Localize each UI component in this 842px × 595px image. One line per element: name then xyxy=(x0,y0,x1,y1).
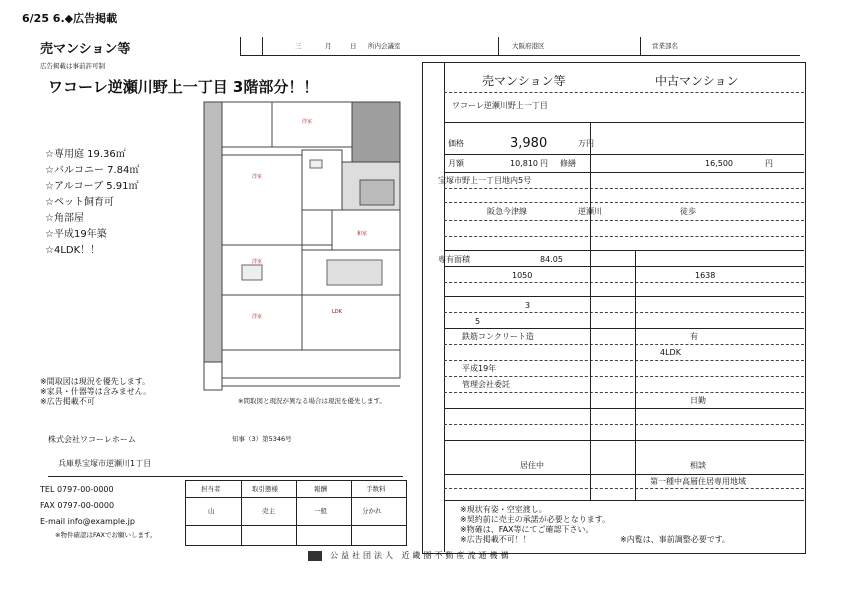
footer-license: 知事（3）第5346号 xyxy=(232,435,292,443)
feature-item: ☆ペット飼育可 xyxy=(45,197,114,208)
footer-phone: TEL 0797-00-0000 xyxy=(40,485,114,494)
table-header: 取引態様 xyxy=(252,485,278,493)
doc-type-heading: 売マンション等 xyxy=(40,42,131,57)
monthly-label: 月額 xyxy=(448,159,464,168)
feature-item: ☆バルコニー 7.84㎡ xyxy=(45,165,140,176)
property-name: ワコーレ逆瀬川野上一丁目 xyxy=(452,101,548,110)
note-item: ※契約前に売主の承諾が必要となります。 xyxy=(460,515,611,524)
feature-item: ☆4LDK！！ xyxy=(45,245,101,256)
note-item: ※現状有姿・空室渡し。 xyxy=(460,505,547,514)
room-label: 洋室 xyxy=(302,119,313,125)
floor-plan xyxy=(202,100,402,400)
repair-value: 16,500 xyxy=(705,159,733,168)
traffic-walk: 徒歩 xyxy=(680,207,696,216)
table-header: 報酬 xyxy=(314,485,327,493)
monthly-value: 10,810 xyxy=(510,159,538,168)
footer-company: 株式会社ワコーレホーム xyxy=(48,435,136,444)
right-header-left: 売マンション等 xyxy=(482,74,566,88)
notice-line: 広告掲載は事前許可制 xyxy=(40,62,105,70)
room-label: LDK xyxy=(332,309,342,315)
footer-table xyxy=(185,480,407,546)
note-item: ※物確は、FAX等にてご確認下さい。 xyxy=(460,525,594,534)
header-row xyxy=(240,37,800,56)
note-right: ※内覧は、事前調整必要です。 xyxy=(620,535,731,544)
floor-total: 5 xyxy=(475,317,481,326)
plan-note: ※広告掲載不可 xyxy=(40,397,95,406)
current-status: 居住中 xyxy=(520,461,544,470)
traffic-station: 逆瀬川 xyxy=(578,207,602,216)
org-logo-icon xyxy=(308,551,322,561)
room-label: 洋室 xyxy=(252,174,263,180)
madori: 4LDK xyxy=(660,348,681,357)
header-cell: 大阪府港区 xyxy=(512,42,545,50)
footer-email: E-mail info@example.jp xyxy=(40,517,135,526)
footer-address: 兵庫県宝塚市逆瀬川1丁目 xyxy=(58,459,152,468)
monthly-unit: 円 xyxy=(540,159,548,168)
listing-title: ワコーレ逆瀬川野上一丁目 3階部分！！ xyxy=(48,78,319,96)
header-cell: 日 xyxy=(350,42,357,50)
table-header: 担当者 xyxy=(201,485,221,493)
price-value: 3,980 xyxy=(510,136,548,151)
note-item: ※広告掲載不可！！ xyxy=(460,535,531,544)
room-label: 洋室 xyxy=(252,259,263,265)
floor-value: 3 xyxy=(525,301,531,310)
built-year: 平成19年 xyxy=(462,364,497,373)
plan-note: ※家具・什器等は含みません。 xyxy=(40,387,152,396)
plan-caption: ※間取図と現況が異なる場合は現況を優先します。 xyxy=(238,397,386,405)
header-cell: 三 xyxy=(295,42,302,50)
traffic-line: 阪急今津線 xyxy=(487,207,527,216)
bldg-area: 1638 xyxy=(695,271,716,280)
zoning: 第一種中高層住居専用地域 xyxy=(650,477,746,486)
price-unit: 万円 xyxy=(578,139,594,148)
room-label: 洋室 xyxy=(252,314,263,320)
room-label: 和室 xyxy=(357,231,368,237)
footer-note: ※物件確認はFAXでお願いします。 xyxy=(55,531,157,539)
footer-org: 公益社団法人 近畿圏不動産流通機構 xyxy=(330,551,512,560)
header-cell: 月 xyxy=(325,42,332,50)
table-cell: 分かれ xyxy=(362,507,382,515)
admin-type: 日勤 xyxy=(690,396,706,405)
feature-item: ☆アルコーブ 5.91㎡ xyxy=(45,181,139,192)
area-value: 84.05 xyxy=(540,255,563,264)
page-top-label: 6/25 6.◆広告掲載 xyxy=(22,12,118,25)
feature-item: ☆平成19年築 xyxy=(45,229,107,240)
floor-plan-drawing xyxy=(202,100,402,400)
repair-label: 修繕 xyxy=(560,159,576,168)
feature-item: ☆専用庭 19.36㎡ xyxy=(45,149,126,160)
repair-unit: 円 xyxy=(765,159,773,168)
feature-item: ☆角部屋 xyxy=(45,213,84,224)
table-cell: 山 xyxy=(208,507,215,515)
price-label: 価格 xyxy=(448,139,464,148)
header-cell: 所内会議室 xyxy=(368,42,401,50)
plan-note: ※間取図は現況を優先します。 xyxy=(40,377,151,386)
table-cell: 売主 xyxy=(262,507,275,515)
location: 宝塚市野上一丁目地内5号 xyxy=(438,176,532,185)
management: 管理会社委託 xyxy=(462,380,510,389)
header-cell: 営業部名 xyxy=(652,42,678,50)
right-header-right: 中古マンション xyxy=(655,74,739,88)
footer-fax: FAX 0797-00-0000 xyxy=(40,501,115,510)
right-panel xyxy=(422,62,806,554)
delivery: 相談 xyxy=(690,461,706,470)
area-label: 専有面積 xyxy=(438,255,470,264)
parking: 有 xyxy=(690,332,698,341)
land-area: 1050 xyxy=(512,271,533,280)
table-cell: 一般 xyxy=(314,507,327,515)
structure: 鉄筋コンクリート造 xyxy=(462,332,534,341)
table-header: 手数料 xyxy=(366,485,386,493)
